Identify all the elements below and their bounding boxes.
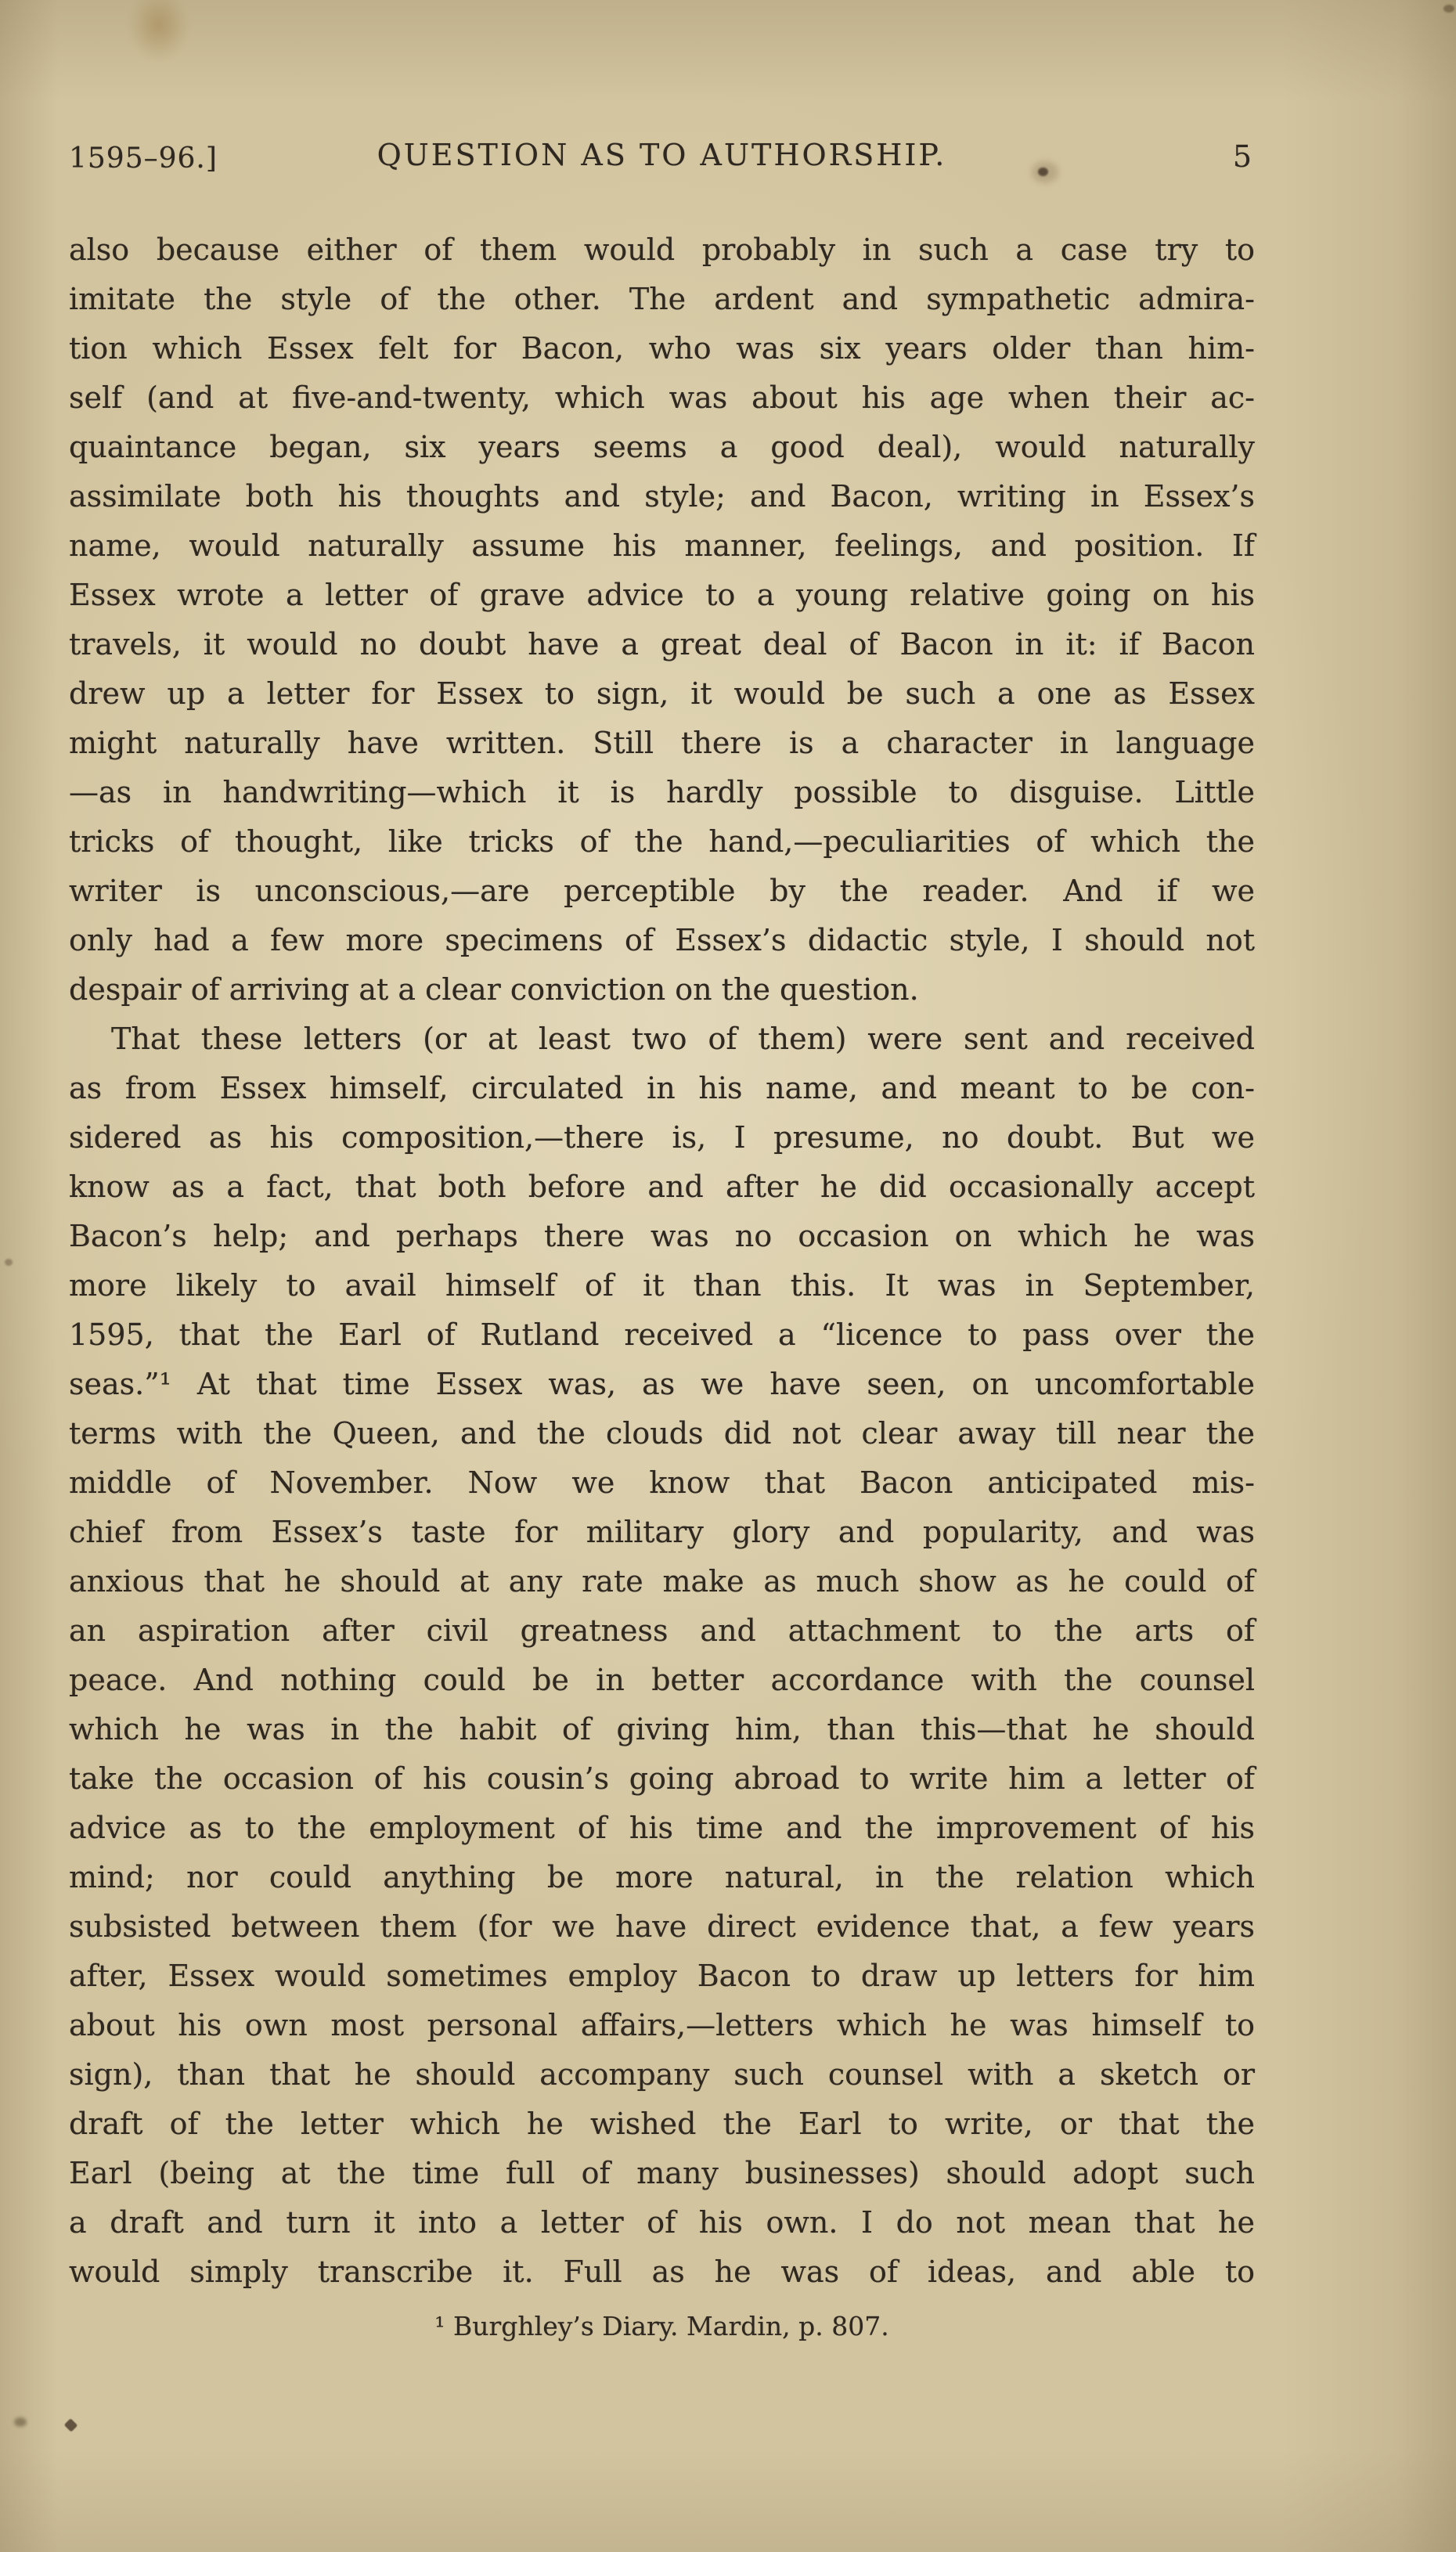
running-title: QUESTION AS TO AUTHORSHIP. xyxy=(377,138,947,172)
text-line: That these letters (or at least two of them) were sent and received xyxy=(111,1022,1255,1056)
text-line: Earl (being at the time full of many businesses) should adopt such xyxy=(69,2156,1255,2190)
text-line: drew up a letter for Essex to sign, it would be such a one as Essex xyxy=(69,676,1255,711)
text-line: after, Essex would sometimes employ Bacon to draw up letters for him xyxy=(69,1959,1255,1993)
text-line: 1595, that the Earl of Rutland received a “licence to pass over the xyxy=(69,1317,1255,1352)
text-line: which he was in the habit of giving him, than this—that he should xyxy=(69,1712,1255,1746)
text-line: anxious that he should at any rate make as much show as he could of xyxy=(69,1564,1255,1599)
text-line: might naturally have written. Still there is a character in language xyxy=(69,726,1255,760)
ink-speck xyxy=(1443,5,1454,13)
text-line: about his own most personal affairs,—letters which he was himself to xyxy=(69,2008,1255,2042)
text-line: advice as to the employment of his time and the improvement of his xyxy=(69,1811,1255,1845)
text-line: imitate the style of the other. The ardent and sympathetic admira- xyxy=(69,282,1255,316)
footnote xyxy=(69,2311,1255,2341)
text-line: would simply transcribe it. Full as he was of ideas, and able to xyxy=(69,2255,1255,2289)
text-line: name, would naturally assume his manner, feelings, and position. If xyxy=(69,528,1255,563)
text-line: tion which Essex felt for Bacon, who was six years older than him- xyxy=(69,331,1255,366)
header-date-range: 1595–96.] xyxy=(69,142,218,175)
text-line: middle of November. Now we know that Bacon anticipated mis- xyxy=(69,1465,1255,1500)
text-line: mind; nor could anything be more natural, in the relation which xyxy=(69,1860,1255,1894)
text-line: an aspiration after civil greatness and attachment to the arts of xyxy=(69,1613,1255,1648)
text-line: assimilate both his thoughts and style; and Bacon, writing in Essex’s xyxy=(69,479,1255,514)
ink-speck xyxy=(5,1259,13,1266)
text-line: know as a fact, that both before and after he did occasionally accept xyxy=(69,1170,1255,1204)
paper-stain xyxy=(100,0,218,81)
text-line: despair of arriving at a clear conviction on the question. xyxy=(69,972,919,1007)
text-line: —as in handwriting—which it is hardly possible to disguise. Little xyxy=(69,775,1255,809)
running-header xyxy=(69,138,1255,178)
text-line: terms with the Queen, and the clouds did not clear away till near the xyxy=(69,1416,1255,1451)
text-line: more likely to avail himself of it than this. It was in September, xyxy=(69,1268,1255,1303)
text-line: writer is unconscious,—are perceptible by the reader. And if we xyxy=(69,874,1255,908)
ink-speck xyxy=(14,2417,27,2427)
text-line: travels, it would no doubt have a great deal of Bacon in it: if Bacon xyxy=(69,627,1255,661)
text-line: tricks of thought, like tricks of the hand,—peculiarities of which the xyxy=(69,824,1255,859)
text-line: Bacon’s help; and perhaps there was no occasion on which he was xyxy=(69,1219,1255,1253)
text-line: peace. And nothing could be in better accordance with the counsel xyxy=(69,1663,1255,1697)
text-line: draft of the letter which he wished the Earl to write, or that the xyxy=(69,2107,1255,2141)
text-line: self (and at five-and-twenty, which was about his age when their ac- xyxy=(69,380,1255,415)
footnote-text: ¹ Burghley’s Diary. Mardin, p. 807. xyxy=(434,2311,889,2341)
text-line: take the occasion of his cousin’s going abroad to write him a letter of xyxy=(69,1761,1255,1796)
text-line: also because either of them would probably in such a case try to xyxy=(69,232,1255,267)
text-line: a draft and turn it into a letter of his own. I do not mean that he xyxy=(69,2205,1255,2240)
text-line: Essex wrote a letter of grave advice to a young relative going on his xyxy=(69,578,1255,612)
text-line: as from Essex himself, circulated in his name, and meant to be con- xyxy=(69,1071,1255,1105)
text-line: only had a few more specimens of Essex’s didactic style, I should not xyxy=(69,923,1255,957)
body-text xyxy=(69,225,1255,2297)
text-line: seas.”¹ At that time Essex was, as we have seen, on uncomfortable xyxy=(69,1367,1255,1401)
text-line: quaintance began, six years seems a good deal), would naturally xyxy=(69,430,1255,464)
ink-speck xyxy=(64,2418,78,2432)
text-line: sidered as his composition,—there is, I presume, no doubt. But we xyxy=(69,1120,1255,1155)
text-line: chief from Essex’s taste for military glory and popularity, and was xyxy=(69,1515,1255,1549)
page-number: 5 xyxy=(1232,139,1252,174)
text-line: sign), than that he should accompany such counsel with a sketch or xyxy=(69,2057,1255,2092)
text-line: subsisted between them (for we have direct evidence that, a few years xyxy=(69,1909,1255,1944)
